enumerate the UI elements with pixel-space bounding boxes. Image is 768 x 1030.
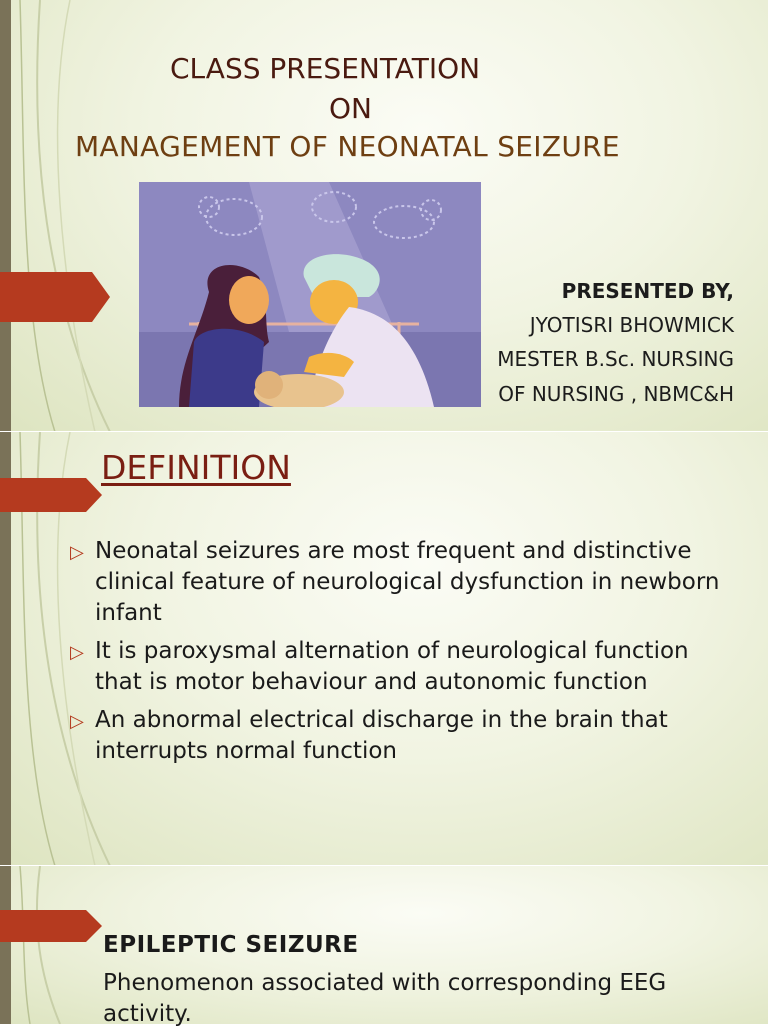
epileptic-seizure-heading: EPILEPTIC SEIZURE xyxy=(103,932,359,958)
decorative-curves xyxy=(0,866,120,1024)
definition-heading: DEFINITION xyxy=(101,448,291,487)
chevron-arrow-icon xyxy=(0,910,104,942)
bullet-text: An abnormal electrical discharge in the brain that interrupts normal function xyxy=(95,707,668,764)
triangle-bullet-icon: ▷ xyxy=(70,711,84,732)
triangle-bullet-icon: ▷ xyxy=(70,642,84,663)
decorative-curves xyxy=(0,0,120,432)
chevron-arrow-icon xyxy=(0,272,112,322)
title-line-3: MANAGEMENT OF NEONATAL SEIZURE xyxy=(75,130,620,163)
triangle-bullet-icon: ▷ xyxy=(70,542,84,563)
title-line-1: CLASS PRESENTATION xyxy=(170,52,481,85)
definition-bullet-list xyxy=(70,536,740,774)
list-item xyxy=(70,636,740,698)
illustration-nurse-mother-infant xyxy=(139,182,481,407)
presented-by-label: PRESENTED BY, xyxy=(561,279,734,303)
presenter-course: MESTER B.Sc. NURSING xyxy=(497,347,734,371)
list-item xyxy=(70,705,740,767)
epileptic-seizure-text: Phenomenon associated with corresponding EEG activity. xyxy=(103,970,667,1027)
list-item xyxy=(70,536,740,629)
bullet-text: It is paroxysmal alternation of neurological function that is motor behaviour and autonomic function xyxy=(95,638,689,695)
title-line-2: ON xyxy=(329,92,372,125)
slide-title xyxy=(0,0,768,432)
bullet-text: Neonatal seizures are most frequent and distinctive clinical feature of neurological dysfunction in newborn infant xyxy=(95,538,720,626)
chevron-arrow-icon xyxy=(0,478,104,512)
presenter-institute: OF NURSING , NBMC&H xyxy=(498,382,734,406)
presenter-name: JYOTISRI BHOWMICK xyxy=(529,313,734,337)
